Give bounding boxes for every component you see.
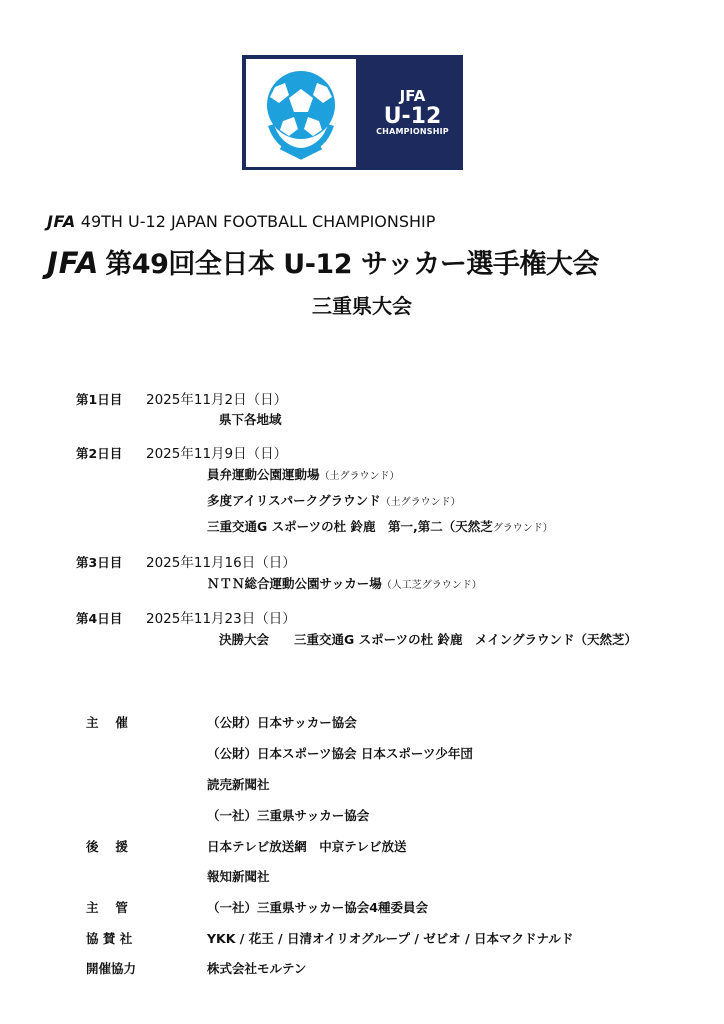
venue: [207, 465, 400, 483]
venue: [207, 517, 553, 535]
venue-note: （土グラウンド）: [319, 471, 400, 482]
venue: [219, 410, 282, 428]
venue: [219, 630, 637, 648]
venue-note: グラウンド）: [492, 523, 553, 534]
organizer-value: （公財）日本スポーツ協会 日本スポーツ少年団: [207, 746, 473, 761]
venue-name: 決勝大会 三重交通G スポーツの杜 鈴鹿 メイングラウンド（天然芝）: [219, 632, 637, 647]
logo-u12: U-12: [383, 103, 442, 129]
cooperation-value: 株式会社モルテン: [207, 961, 307, 976]
venue: [207, 574, 482, 592]
schedule-day-2: [76, 442, 287, 462]
day-date: 2025年11月2日（日）: [146, 392, 288, 408]
logo-jfa: JFA: [399, 86, 426, 105]
prefecture-title: 三重県大会: [312, 294, 412, 318]
schedule-day-4: [76, 607, 296, 627]
supporter-value: 日本テレビ放送網 中京テレビ放送: [207, 839, 407, 854]
day-label: 第1日目: [76, 392, 123, 407]
venue: [207, 491, 461, 509]
day-label: 第4日目: [76, 611, 123, 626]
manager-label: 主 管: [86, 900, 128, 915]
tournament-logo: [242, 55, 463, 170]
organizer-value: 読売新聞社: [207, 777, 270, 792]
subtitle-jfa: JFA: [47, 212, 76, 231]
logo-championship: CHAMPIONSHIP: [376, 126, 449, 136]
soccer-ball-icon: [246, 59, 356, 167]
title-text: 第49回全日本 U-12 サッカー選手権大会: [105, 249, 599, 280]
sponsor-value: YKK / 花王 / 日清オイリオグループ / ゼビオ / 日本マクドナルド: [207, 931, 574, 946]
title-jfa: JFA: [47, 246, 100, 280]
organizer-value: （公財）日本サッカー協会: [207, 715, 357, 730]
day-date: 2025年11月9日（日）: [146, 446, 288, 462]
organizer-value: （一社）三重県サッカー協会: [207, 808, 370, 823]
venue-name: ＮＴＮ総合運動公園サッカー場: [207, 576, 382, 591]
venue-name: 員弁運動公園運動場: [207, 467, 320, 482]
day-date: 2025年11月23日（日）: [146, 611, 296, 627]
supporter-value: 報知新聞社: [207, 869, 270, 884]
schedule-day-1: [76, 388, 287, 408]
venue-note: （人工芝グラウンド）: [381, 580, 482, 591]
logo-text: [356, 55, 463, 170]
cooperation-label: 開催協力: [86, 961, 137, 976]
supporter-label: 後 援: [86, 839, 128, 854]
day-label: 第2日目: [76, 446, 123, 461]
venue-name: 県下各地域: [219, 412, 282, 427]
english-subtitle: [47, 212, 435, 231]
organizer-label: 主 催: [86, 715, 128, 730]
venue-name: 多度アイリスパークグラウンド: [207, 493, 381, 508]
subtitle-text: 49TH U-12 JAPAN FOOTBALL CHAMPIONSHIP: [80, 212, 436, 231]
day-date: 2025年11月16日（日）: [146, 555, 296, 571]
venue-note: （土グラウンド）: [380, 497, 461, 508]
sponsor-label: 協 賛 社: [86, 931, 133, 946]
day-label: 第3日目: [76, 555, 123, 570]
venue-name: 三重交通G スポーツの杜 鈴鹿 第一,第二（天然芝: [207, 519, 493, 534]
page-title: [47, 242, 599, 281]
manager-value: （一社）三重県サッカー協会4種委員会: [207, 900, 428, 915]
schedule-day-3: [76, 551, 296, 571]
